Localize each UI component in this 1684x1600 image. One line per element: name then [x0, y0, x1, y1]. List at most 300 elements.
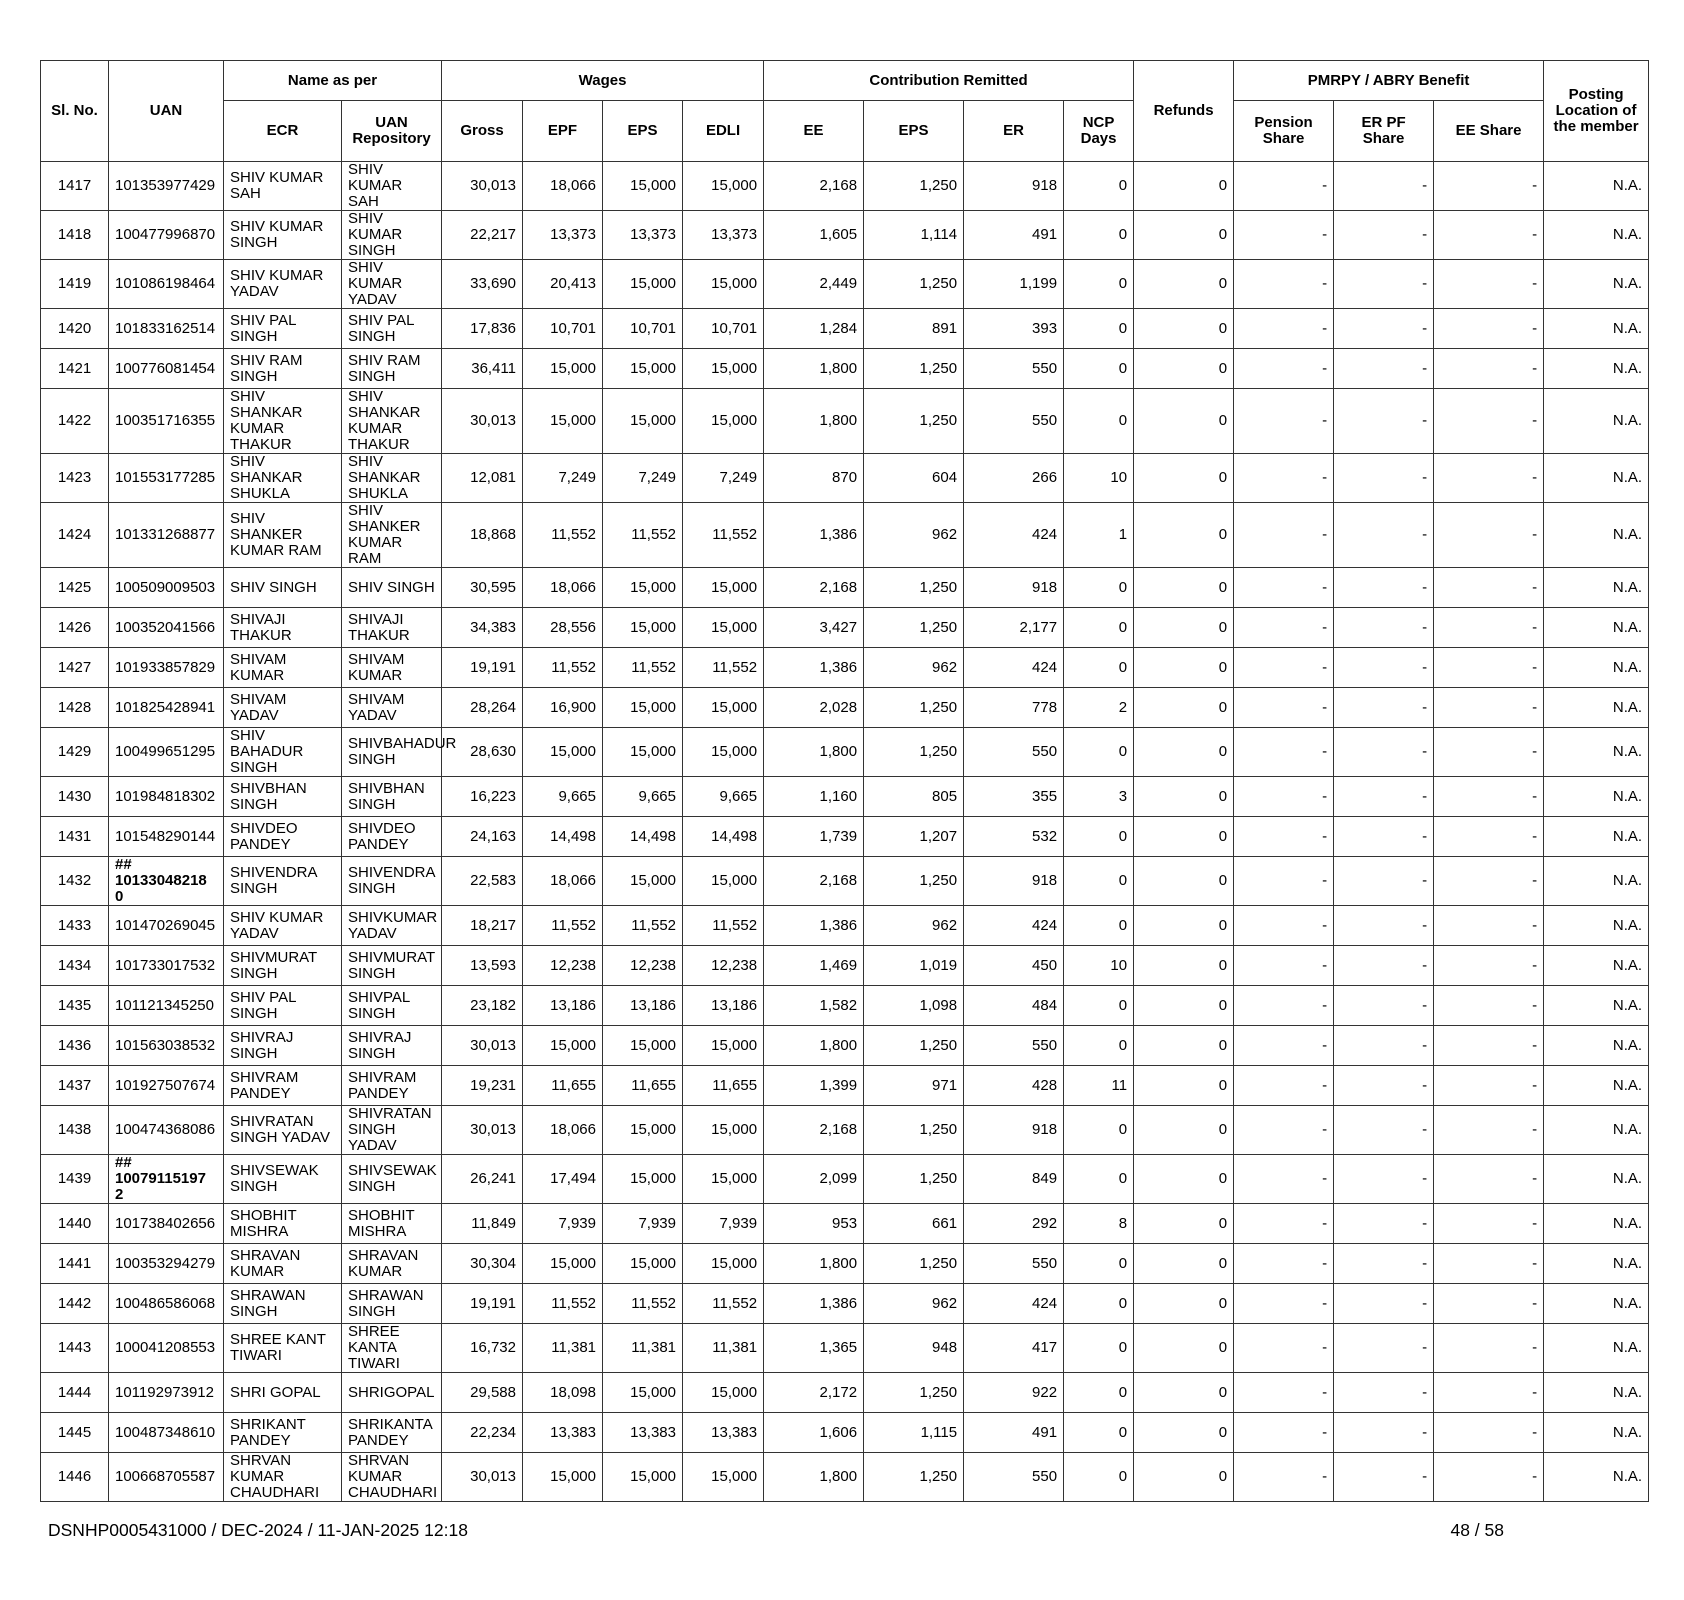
cell-refunds: 0 — [1134, 1066, 1234, 1106]
cell-edli: 7,249 — [683, 454, 764, 503]
header-eps-contribution: EPS — [864, 101, 964, 162]
table-row — [41, 1324, 1649, 1373]
table-row — [41, 1066, 1649, 1106]
cell-er: 484 — [964, 986, 1064, 1026]
cell-ee-share: - — [1434, 1453, 1544, 1502]
cell-name-uan-repository: SHIVRAM PANDEY — [342, 1066, 442, 1106]
cell-uan: 101470269045 — [109, 906, 224, 946]
cell-gross: 22,217 — [442, 211, 523, 260]
cell-refunds: 0 — [1134, 817, 1234, 857]
cell-pension-share: - — [1234, 1066, 1334, 1106]
cell-edli: 15,000 — [683, 568, 764, 608]
cell-pension-share: - — [1234, 688, 1334, 728]
cell-eps: 15,000 — [603, 260, 683, 309]
table-row — [41, 568, 1649, 608]
cell-edli: 14,498 — [683, 817, 764, 857]
table-row — [41, 1106, 1649, 1155]
cell-er: 491 — [964, 211, 1064, 260]
cell-sl-no: 1422 — [41, 389, 109, 454]
cell-refunds: 0 — [1134, 211, 1234, 260]
cell-ncp-days: 3 — [1064, 777, 1134, 817]
cell-posting-location: N.A. — [1544, 1026, 1649, 1066]
cell-ncp-days: 0 — [1064, 1284, 1134, 1324]
cell-pension-share: - — [1234, 728, 1334, 777]
cell-sl-no: 1425 — [41, 568, 109, 608]
cell-ncp-days: 10 — [1064, 454, 1134, 503]
cell-name-uan-repository: SHIVRATAN SINGH YADAV — [342, 1106, 442, 1155]
cell-ncp-days: 8 — [1064, 1204, 1134, 1244]
cell-gross: 18,868 — [442, 503, 523, 568]
cell-eps-contribution: 1,250 — [864, 1106, 964, 1155]
table-row — [41, 260, 1649, 309]
cell-er-pf-share: - — [1334, 986, 1434, 1026]
cell-ee-share: - — [1434, 688, 1544, 728]
cell-sl-no: 1427 — [41, 648, 109, 688]
cell-eps: 10,701 — [603, 309, 683, 349]
cell-eps-contribution: 1,250 — [864, 260, 964, 309]
cell-name-uan-repository: SHIVMURAT SINGH — [342, 946, 442, 986]
cell-ncp-days: 0 — [1064, 906, 1134, 946]
cell-er-pf-share: - — [1334, 1284, 1434, 1324]
cell-er-pf-share: - — [1334, 1413, 1434, 1453]
cell-gross: 19,191 — [442, 648, 523, 688]
cell-er: 424 — [964, 906, 1064, 946]
cell-ee-share: - — [1434, 162, 1544, 211]
cell-epf: 13,373 — [523, 211, 603, 260]
cell-ncp-days: 0 — [1064, 389, 1134, 454]
cell-posting-location: N.A. — [1544, 817, 1649, 857]
cell-edli: 15,000 — [683, 1155, 764, 1204]
cell-uan: 101738402656 — [109, 1204, 224, 1244]
cell-name-uan-repository: SHIVENDRA SINGH — [342, 857, 442, 906]
cell-uan: 100352041566 — [109, 608, 224, 648]
cell-refunds: 0 — [1134, 1284, 1234, 1324]
cell-name-uan-repository: SHIVRAJ SINGH — [342, 1026, 442, 1066]
cell-edli: 11,552 — [683, 906, 764, 946]
cell-name-ecr: SHIV PAL SINGH — [224, 309, 342, 349]
cell-edli: 10,701 — [683, 309, 764, 349]
cell-pension-share: - — [1234, 817, 1334, 857]
cell-name-uan-repository: SHIV RAM SINGH — [342, 349, 442, 389]
cell-edli: 9,665 — [683, 777, 764, 817]
table-row — [41, 817, 1649, 857]
cell-name-uan-repository: SHIVDEO PANDEY — [342, 817, 442, 857]
cell-edli: 11,552 — [683, 1284, 764, 1324]
cell-refunds: 0 — [1134, 309, 1234, 349]
cell-pension-share: - — [1234, 857, 1334, 906]
cell-ee: 2,168 — [764, 162, 864, 211]
table-row — [41, 648, 1649, 688]
cell-er: 550 — [964, 1244, 1064, 1284]
cell-er: 2,177 — [964, 608, 1064, 648]
cell-pension-share: - — [1234, 1373, 1334, 1413]
cell-edli: 15,000 — [683, 162, 764, 211]
cell-posting-location: N.A. — [1544, 648, 1649, 688]
cell-eps: 15,000 — [603, 162, 683, 211]
cell-er-pf-share: - — [1334, 309, 1434, 349]
table-row — [41, 906, 1649, 946]
cell-refunds: 0 — [1134, 389, 1234, 454]
cell-ncp-days: 1 — [1064, 503, 1134, 568]
cell-er: 428 — [964, 1066, 1064, 1106]
cell-posting-location: N.A. — [1544, 777, 1649, 817]
cell-sl-no: 1438 — [41, 1106, 109, 1155]
cell-name-ecr: SHREE KANT TIWARI — [224, 1324, 342, 1373]
cell-er-pf-share: - — [1334, 777, 1434, 817]
cell-ee: 1,800 — [764, 1453, 864, 1502]
cell-edli: 11,552 — [683, 648, 764, 688]
header-pension-share: Pension Share — [1234, 101, 1334, 162]
cell-sl-no: 1446 — [41, 1453, 109, 1502]
cell-eps-contribution: 962 — [864, 1284, 964, 1324]
cell-posting-location: N.A. — [1544, 946, 1649, 986]
cell-ee-share: - — [1434, 568, 1544, 608]
cell-refunds: 0 — [1134, 1373, 1234, 1413]
table-row — [41, 1413, 1649, 1453]
cell-gross: 26,241 — [442, 1155, 523, 1204]
cell-name-ecr: SHIVAM KUMAR — [224, 648, 342, 688]
cell-gross: 19,231 — [442, 1066, 523, 1106]
cell-sl-no: 1421 — [41, 349, 109, 389]
cell-ee: 2,172 — [764, 1373, 864, 1413]
cell-ncp-days: 0 — [1064, 857, 1134, 906]
cell-epf: 10,701 — [523, 309, 603, 349]
cell-uan: 101553177285 — [109, 454, 224, 503]
cell-refunds: 0 — [1134, 688, 1234, 728]
header-ee: EE — [764, 101, 864, 162]
cell-eps: 15,000 — [603, 349, 683, 389]
cell-uan: ## 10079115197 2 — [109, 1155, 224, 1204]
cell-er-pf-share: - — [1334, 503, 1434, 568]
cell-edli: 15,000 — [683, 1244, 764, 1284]
cell-eps: 15,000 — [603, 1155, 683, 1204]
table-body — [41, 162, 1649, 1502]
cell-gross: 22,234 — [442, 1413, 523, 1453]
cell-name-ecr: SHIVRAJ SINGH — [224, 1026, 342, 1066]
cell-name-ecr: SHIVBHAN SINGH — [224, 777, 342, 817]
cell-posting-location: N.A. — [1544, 1155, 1649, 1204]
cell-epf: 16,900 — [523, 688, 603, 728]
cell-uan: 101192973912 — [109, 1373, 224, 1413]
cell-ncp-days: 0 — [1064, 1453, 1134, 1502]
table-row — [41, 503, 1649, 568]
cell-posting-location: N.A. — [1544, 503, 1649, 568]
cell-ee: 1,800 — [764, 389, 864, 454]
table-row — [41, 986, 1649, 1026]
cell-er: 918 — [964, 857, 1064, 906]
cell-pension-share: - — [1234, 211, 1334, 260]
cell-pension-share: - — [1234, 309, 1334, 349]
cell-er: 849 — [964, 1155, 1064, 1204]
cell-pension-share: - — [1234, 260, 1334, 309]
cell-er-pf-share: - — [1334, 1453, 1434, 1502]
cell-er: 292 — [964, 1204, 1064, 1244]
cell-name-ecr: SHIV PAL SINGH — [224, 986, 342, 1026]
cell-ee: 2,168 — [764, 568, 864, 608]
cell-sl-no: 1420 — [41, 309, 109, 349]
table-row — [41, 1244, 1649, 1284]
cell-gross: 22,583 — [442, 857, 523, 906]
cell-er-pf-share: - — [1334, 1204, 1434, 1244]
cell-ee: 2,099 — [764, 1155, 864, 1204]
cell-name-ecr: SHIVRATAN SINGH YADAV — [224, 1106, 342, 1155]
cell-gross: 30,304 — [442, 1244, 523, 1284]
cell-name-ecr: SHIVRAM PANDEY — [224, 1066, 342, 1106]
cell-name-ecr: SHIVSEWAK SINGH — [224, 1155, 342, 1204]
cell-refunds: 0 — [1134, 1324, 1234, 1373]
cell-gross: 30,595 — [442, 568, 523, 608]
cell-posting-location: N.A. — [1544, 1324, 1649, 1373]
cell-gross: 11,849 — [442, 1204, 523, 1244]
cell-name-uan-repository: SHRAVAN KUMAR — [342, 1244, 442, 1284]
cell-eps-contribution: 1,250 — [864, 1026, 964, 1066]
cell-eps-contribution: 1,114 — [864, 211, 964, 260]
cell-pension-share: - — [1234, 906, 1334, 946]
table-row — [41, 1026, 1649, 1066]
cell-edli: 7,939 — [683, 1204, 764, 1244]
cell-eps-contribution: 1,250 — [864, 608, 964, 648]
cell-uan: 100477996870 — [109, 211, 224, 260]
cell-epf: 15,000 — [523, 1026, 603, 1066]
cell-pension-share: - — [1234, 1413, 1334, 1453]
cell-ee: 3,427 — [764, 608, 864, 648]
cell-sl-no: 1418 — [41, 211, 109, 260]
table-row — [41, 1373, 1649, 1413]
cell-pension-share: - — [1234, 162, 1334, 211]
cell-ncp-days: 11 — [1064, 1066, 1134, 1106]
cell-uan: 101933857829 — [109, 648, 224, 688]
cell-ee-share: - — [1434, 1026, 1544, 1066]
cell-name-uan-repository: SHIVBAHADUR SINGH — [342, 728, 442, 777]
cell-eps: 9,665 — [603, 777, 683, 817]
cell-er-pf-share: - — [1334, 906, 1434, 946]
cell-sl-no: 1439 — [41, 1155, 109, 1204]
cell-name-ecr: SHIV KUMAR YADAV — [224, 906, 342, 946]
cell-gross: 30,013 — [442, 389, 523, 454]
cell-pension-share: - — [1234, 1106, 1334, 1155]
cell-edli: 11,552 — [683, 503, 764, 568]
cell-er: 417 — [964, 1324, 1064, 1373]
cell-name-ecr: SHIV BAHADUR SINGH — [224, 728, 342, 777]
cell-eps-contribution: 1,250 — [864, 857, 964, 906]
cell-ee: 1,386 — [764, 648, 864, 688]
cell-sl-no: 1432 — [41, 857, 109, 906]
cell-name-ecr: SHIVDEO PANDEY — [224, 817, 342, 857]
table-row — [41, 309, 1649, 349]
cell-ncp-days: 0 — [1064, 349, 1134, 389]
cell-ee-share: - — [1434, 309, 1544, 349]
cell-eps: 15,000 — [603, 1373, 683, 1413]
table-row — [41, 389, 1649, 454]
cell-ee-share: - — [1434, 777, 1544, 817]
cell-er-pf-share: - — [1334, 648, 1434, 688]
cell-ee: 1,399 — [764, 1066, 864, 1106]
cell-ncp-days: 0 — [1064, 1155, 1134, 1204]
table-row — [41, 857, 1649, 906]
cell-refunds: 0 — [1134, 454, 1234, 503]
cell-name-ecr: SHRAWAN SINGH — [224, 1284, 342, 1324]
cell-name-ecr: SHIV SHANKER KUMAR RAM — [224, 503, 342, 568]
cell-posting-location: N.A. — [1544, 1284, 1649, 1324]
cell-uan: 100499651295 — [109, 728, 224, 777]
cell-refunds: 0 — [1134, 503, 1234, 568]
cell-eps: 13,383 — [603, 1413, 683, 1453]
cell-name-ecr: SHIVENDRA SINGH — [224, 857, 342, 906]
cell-ncp-days: 0 — [1064, 648, 1134, 688]
cell-ee-share: - — [1434, 1106, 1544, 1155]
cell-ee-share: - — [1434, 1244, 1544, 1284]
footer-document-reference: DSNHP0005431000 / DEC-2024 / 11-JAN-2025 12:18 — [48, 1520, 468, 1540]
cell-er-pf-share: - — [1334, 688, 1434, 728]
cell-er-pf-share: - — [1334, 349, 1434, 389]
cell-refunds: 0 — [1134, 1106, 1234, 1155]
cell-er: 918 — [964, 1106, 1064, 1155]
cell-name-ecr: SHRVAN KUMAR CHAUDHARI — [224, 1453, 342, 1502]
cell-sl-no: 1430 — [41, 777, 109, 817]
cell-edli: 13,186 — [683, 986, 764, 1026]
cell-er: 922 — [964, 1373, 1064, 1413]
cell-epf: 15,000 — [523, 389, 603, 454]
cell-ncp-days: 0 — [1064, 1324, 1134, 1373]
cell-ee: 2,168 — [764, 857, 864, 906]
cell-eps: 11,552 — [603, 906, 683, 946]
cell-posting-location: N.A. — [1544, 986, 1649, 1026]
cell-epf: 13,186 — [523, 986, 603, 1026]
header-name-as-per: Name as per — [224, 61, 442, 101]
cell-name-uan-repository: SHIVBHAN SINGH — [342, 777, 442, 817]
cell-eps: 15,000 — [603, 389, 683, 454]
cell-posting-location: N.A. — [1544, 857, 1649, 906]
cell-gross: 30,013 — [442, 1026, 523, 1066]
cell-er: 778 — [964, 688, 1064, 728]
cell-gross: 18,217 — [442, 906, 523, 946]
cell-epf: 18,066 — [523, 857, 603, 906]
cell-uan: 100353294279 — [109, 1244, 224, 1284]
cell-sl-no: 1419 — [41, 260, 109, 309]
cell-name-ecr: SHIV SHANKAR SHUKLA — [224, 454, 342, 503]
header-edli: EDLI — [683, 101, 764, 162]
cell-posting-location: N.A. — [1544, 1066, 1649, 1106]
cell-ncp-days: 10 — [1064, 946, 1134, 986]
cell-uan: 100486586068 — [109, 1284, 224, 1324]
cell-name-uan-repository: SHREE KANTA TIWARI — [342, 1324, 442, 1373]
cell-posting-location: N.A. — [1544, 349, 1649, 389]
cell-er-pf-share: - — [1334, 608, 1434, 648]
cell-ee-share: - — [1434, 946, 1544, 986]
cell-eps-contribution: 962 — [864, 648, 964, 688]
table-row — [41, 728, 1649, 777]
cell-ee-share: - — [1434, 817, 1544, 857]
cell-eps: 13,186 — [603, 986, 683, 1026]
cell-er-pf-share: - — [1334, 728, 1434, 777]
cell-er-pf-share: - — [1334, 946, 1434, 986]
cell-uan: 100776081454 — [109, 349, 224, 389]
cell-refunds: 0 — [1134, 648, 1234, 688]
cell-edli: 15,000 — [683, 857, 764, 906]
cell-ee: 1,386 — [764, 1284, 864, 1324]
cell-edli: 15,000 — [683, 608, 764, 648]
cell-name-uan-repository: SHRIKANTA PANDEY — [342, 1413, 442, 1453]
cell-edli: 12,238 — [683, 946, 764, 986]
cell-edli: 15,000 — [683, 1453, 764, 1502]
cell-gross: 16,732 — [442, 1324, 523, 1373]
cell-eps-contribution: 1,250 — [864, 728, 964, 777]
cell-name-ecr: SHIV SINGH — [224, 568, 342, 608]
cell-er-pf-share: - — [1334, 1066, 1434, 1106]
cell-sl-no: 1426 — [41, 608, 109, 648]
cell-epf: 15,000 — [523, 1453, 603, 1502]
cell-epf: 18,066 — [523, 162, 603, 211]
table-row — [41, 688, 1649, 728]
cell-edli: 15,000 — [683, 260, 764, 309]
cell-er-pf-share: - — [1334, 260, 1434, 309]
cell-eps: 15,000 — [603, 857, 683, 906]
cell-ncp-days: 0 — [1064, 817, 1134, 857]
table-row — [41, 946, 1649, 986]
cell-ee-share: - — [1434, 986, 1544, 1026]
cell-name-ecr: SHIV KUMAR YADAV — [224, 260, 342, 309]
cell-eps-contribution: 962 — [864, 906, 964, 946]
header-pmrpy-abry: PMRPY / ABRY Benefit — [1234, 61, 1544, 101]
cell-eps-contribution: 604 — [864, 454, 964, 503]
cell-gross: 34,383 — [442, 608, 523, 648]
cell-ee-share: - — [1434, 211, 1544, 260]
cell-refunds: 0 — [1134, 1204, 1234, 1244]
cell-epf: 11,552 — [523, 648, 603, 688]
cell-ee-share: - — [1434, 260, 1544, 309]
cell-ncp-days: 0 — [1064, 1244, 1134, 1284]
cell-er: 491 — [964, 1413, 1064, 1453]
cell-ee-share: - — [1434, 857, 1544, 906]
cell-gross: 33,690 — [442, 260, 523, 309]
cell-pension-share: - — [1234, 608, 1334, 648]
cell-eps: 15,000 — [603, 568, 683, 608]
cell-sl-no: 1428 — [41, 688, 109, 728]
cell-sl-no: 1442 — [41, 1284, 109, 1324]
cell-ee-share: - — [1434, 454, 1544, 503]
cell-ncp-days: 0 — [1064, 568, 1134, 608]
cell-eps: 11,552 — [603, 648, 683, 688]
cell-refunds: 0 — [1134, 568, 1234, 608]
table-row — [41, 1284, 1649, 1324]
cell-er-pf-share: - — [1334, 454, 1434, 503]
cell-eps-contribution: 962 — [864, 503, 964, 568]
cell-er: 393 — [964, 309, 1064, 349]
cell-uan: 100668705587 — [109, 1453, 224, 1502]
header-er: ER — [964, 101, 1064, 162]
cell-eps: 15,000 — [603, 1106, 683, 1155]
cell-gross: 17,836 — [442, 309, 523, 349]
cell-ee-share: - — [1434, 1066, 1544, 1106]
cell-uan: 100041208553 — [109, 1324, 224, 1373]
cell-eps-contribution: 891 — [864, 309, 964, 349]
cell-pension-share: - — [1234, 1155, 1334, 1204]
cell-ee: 1,606 — [764, 1413, 864, 1453]
cell-uan: 101086198464 — [109, 260, 224, 309]
cell-pension-share: - — [1234, 1026, 1334, 1066]
cell-pension-share: - — [1234, 454, 1334, 503]
table-row — [41, 454, 1649, 503]
cell-eps: 11,552 — [603, 1284, 683, 1324]
cell-ncp-days: 0 — [1064, 986, 1134, 1026]
cell-eps: 12,238 — [603, 946, 683, 986]
cell-ee: 953 — [764, 1204, 864, 1244]
cell-epf: 11,552 — [523, 906, 603, 946]
cell-eps: 15,000 — [603, 1244, 683, 1284]
cell-eps: 11,381 — [603, 1324, 683, 1373]
cell-sl-no: 1423 — [41, 454, 109, 503]
cell-eps-contribution: 1,250 — [864, 389, 964, 454]
